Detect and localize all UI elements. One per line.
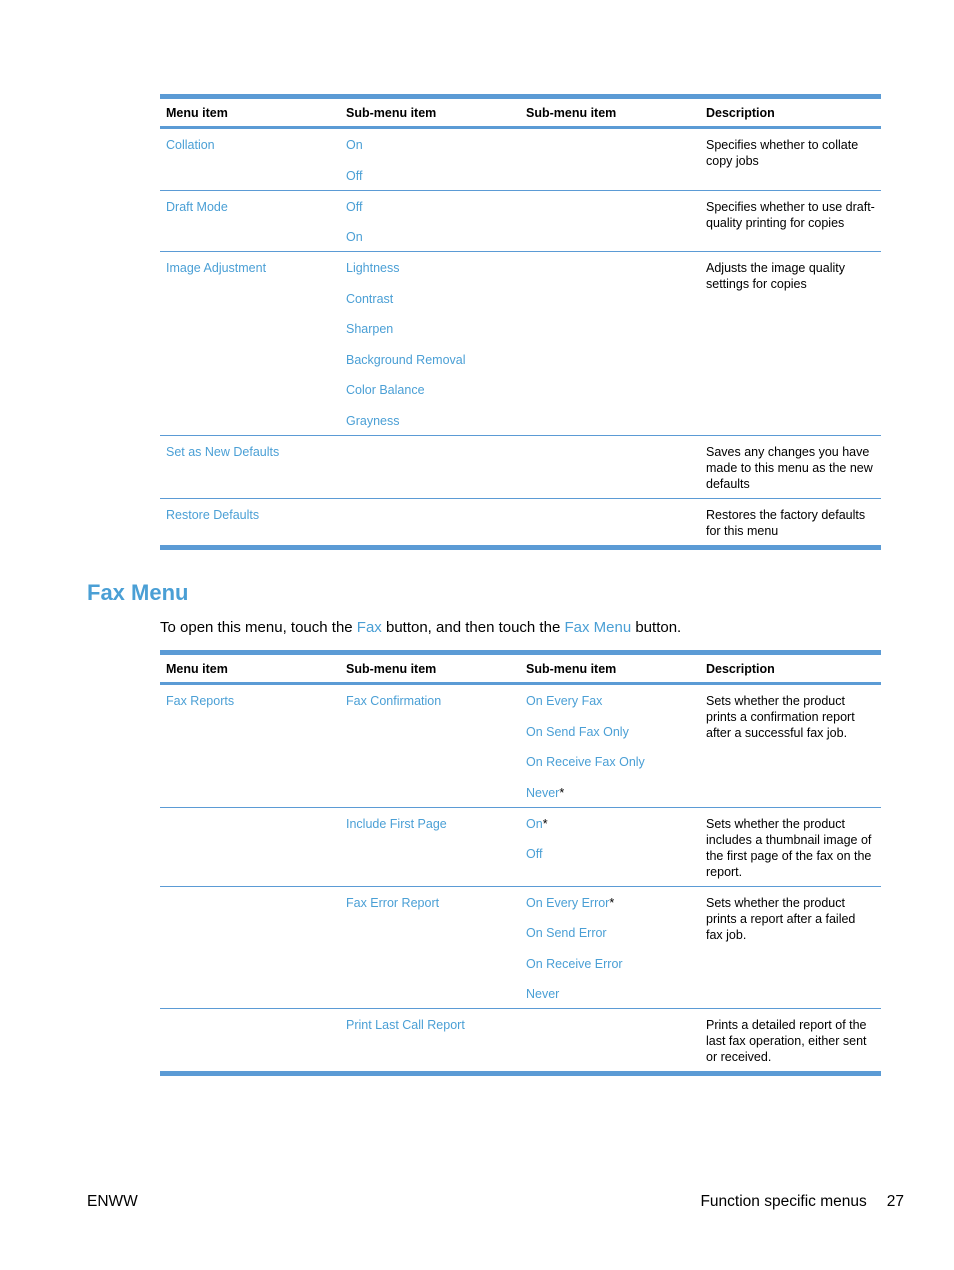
description-cell: Sets whether the product includes a thumbnail image of the first page of the fax on the report. bbox=[700, 807, 881, 886]
fax-menu-link[interactable]: Fax Menu bbox=[564, 619, 632, 636]
sub-menu-item-link[interactable]: Fax Confirmation bbox=[346, 694, 442, 708]
sub-menu-item-link[interactable]: Grayness bbox=[346, 413, 400, 428]
default-marker: * bbox=[542, 816, 548, 831]
sub-menu-item bbox=[526, 724, 694, 740]
sub-menu-item bbox=[346, 260, 514, 276]
sub-menu-item-link[interactable]: Off bbox=[526, 847, 543, 861]
page-number: 27 bbox=[886, 1193, 904, 1210]
menu-item-cell bbox=[160, 435, 340, 498]
sub-menu-item bbox=[526, 956, 694, 972]
header-sub-menu-item: Sub-menu item bbox=[520, 653, 700, 684]
menu-item-cell bbox=[160, 1009, 340, 1074]
menu-item-link[interactable]: Draft Mode bbox=[166, 199, 228, 214]
sub-menu-item-link[interactable]: Never bbox=[526, 987, 560, 1001]
description-cell: Specifies whether to collate copy jobs bbox=[700, 128, 881, 191]
menu-item-link[interactable]: Restore Defaults bbox=[166, 507, 260, 522]
header-menu-item: Menu item bbox=[160, 97, 340, 128]
sub-menu-cell bbox=[340, 498, 520, 547]
header-sub-menu-item: Sub-menu item bbox=[340, 653, 520, 684]
menu-item-link[interactable]: Set as New Defaults bbox=[166, 444, 280, 459]
sub-menu-item-link[interactable]: Never bbox=[526, 785, 560, 800]
sub-menu-item-link[interactable]: Lightness bbox=[346, 261, 400, 275]
menu-item-cell bbox=[160, 684, 340, 808]
sub-menu-cell bbox=[520, 252, 700, 436]
sub-menu-item-link[interactable]: On Receive Error bbox=[526, 956, 623, 971]
sub-menu-cell bbox=[520, 128, 700, 191]
sub-menu-item-link[interactable]: On Every Error bbox=[526, 895, 610, 910]
sub-menu-item-link[interactable]: On Every Fax bbox=[526, 694, 603, 708]
sub-menu-item bbox=[346, 291, 514, 307]
header-description: Description bbox=[700, 653, 881, 684]
sub-menu-item-link[interactable]: On bbox=[526, 816, 543, 831]
sub-menu-item bbox=[346, 816, 514, 832]
sub-menu-cell bbox=[520, 498, 700, 547]
sub-menu-cell bbox=[340, 128, 520, 191]
table-row bbox=[160, 498, 881, 547]
header-description: Description bbox=[700, 97, 881, 128]
sub-menu-item-link[interactable]: Print Last Call Report bbox=[346, 1018, 465, 1032]
header-menu-item: Menu item bbox=[160, 653, 340, 684]
table-row bbox=[160, 128, 881, 191]
sub-menu-item bbox=[526, 986, 694, 1002]
sub-menu-item-link[interactable]: Sharpen bbox=[346, 322, 394, 336]
table-row bbox=[160, 190, 881, 252]
description-cell: Prints a detailed report of the last fax operation, either sent or received. bbox=[700, 1009, 881, 1074]
description-cell: Sets whether the product prints a confirmation report after a successful fax job. bbox=[700, 684, 881, 808]
sub-menu-item-link[interactable]: Color Balance bbox=[346, 383, 425, 397]
description-cell: Restores the factory defaults for this menu bbox=[700, 498, 881, 547]
sub-menu-cell bbox=[340, 886, 520, 1009]
table-row bbox=[160, 807, 881, 886]
section-title: Fax Menu bbox=[87, 580, 189, 605]
default-marker: * bbox=[609, 895, 615, 910]
menu-item-link[interactable]: Collation bbox=[166, 138, 215, 152]
menu-item-link[interactable]: Image Adjustment bbox=[166, 261, 267, 275]
copy-menu-table bbox=[160, 94, 881, 550]
sub-menu-cell bbox=[520, 807, 700, 886]
footer-right bbox=[700, 1193, 904, 1211]
sub-menu-item bbox=[526, 754, 694, 770]
section-intro bbox=[160, 619, 681, 636]
sub-menu-item-link[interactable]: On Receive Fax Only bbox=[526, 755, 645, 769]
sub-menu-cell bbox=[520, 190, 700, 252]
sub-menu-item-link[interactable]: On bbox=[346, 230, 363, 244]
sub-menu-item-link[interactable]: Include First Page bbox=[346, 816, 447, 831]
sub-menu-item-link[interactable]: Off bbox=[346, 199, 363, 214]
sub-menu-cell bbox=[340, 435, 520, 498]
sub-menu-cell bbox=[520, 435, 700, 498]
sub-menu-item bbox=[526, 895, 694, 911]
sub-menu-item bbox=[526, 925, 694, 941]
sub-menu-cell bbox=[520, 1009, 700, 1074]
menu-item-cell bbox=[160, 190, 340, 252]
description-cell: Saves any changes you have made to this menu as the new defaults bbox=[700, 435, 881, 498]
footer-left: ENWW bbox=[87, 1193, 138, 1210]
menu-item-link[interactable]: Fax Reports bbox=[166, 694, 235, 708]
sub-menu-item bbox=[346, 895, 514, 911]
sub-menu-item-link[interactable]: Off bbox=[346, 168, 363, 183]
sub-menu-cell bbox=[340, 1009, 520, 1074]
sub-menu-item bbox=[346, 352, 514, 368]
table-row bbox=[160, 252, 881, 436]
sub-menu-item bbox=[346, 693, 514, 709]
default-marker: * bbox=[559, 785, 565, 800]
fax-link[interactable]: Fax bbox=[356, 619, 382, 636]
menu-item-cell bbox=[160, 252, 340, 436]
menu-item-cell bbox=[160, 886, 340, 1009]
sub-menu-cell bbox=[340, 252, 520, 436]
sub-menu-item-link[interactable]: Background Removal bbox=[346, 352, 466, 367]
sub-menu-item bbox=[346, 168, 514, 184]
sub-menu-cell bbox=[520, 684, 700, 808]
menu-item-cell bbox=[160, 498, 340, 547]
intro-text: To open this menu, touch the bbox=[160, 619, 357, 636]
description-cell: Adjusts the image quality settings for copies bbox=[700, 252, 881, 436]
description-cell: Specifies whether to use draft-quality printing for copies bbox=[700, 190, 881, 252]
table-row bbox=[160, 886, 881, 1009]
sub-menu-item bbox=[526, 785, 694, 801]
table-row bbox=[160, 684, 881, 808]
sub-menu-cell bbox=[520, 886, 700, 1009]
sub-menu-item-link[interactable]: Fax Error Report bbox=[346, 895, 440, 910]
sub-menu-item bbox=[346, 137, 514, 153]
footer-section-title: Function specific menus bbox=[700, 1193, 867, 1210]
sub-menu-item bbox=[346, 1017, 514, 1033]
sub-menu-cell bbox=[340, 190, 520, 252]
intro-text: button. bbox=[631, 619, 682, 636]
sub-menu-item bbox=[526, 693, 694, 709]
sub-menu-item bbox=[346, 413, 514, 429]
table-header-row bbox=[160, 653, 881, 684]
header-sub-menu-item: Sub-menu item bbox=[520, 97, 700, 128]
sub-menu-cell bbox=[340, 807, 520, 886]
menu-item-cell bbox=[160, 128, 340, 191]
sub-menu-item-link[interactable]: Contrast bbox=[346, 291, 394, 306]
sub-menu-item bbox=[346, 229, 514, 245]
table-row bbox=[160, 435, 881, 498]
menu-item-cell bbox=[160, 807, 340, 886]
table-header-row bbox=[160, 97, 881, 128]
sub-menu-item bbox=[346, 199, 514, 215]
sub-menu-cell bbox=[340, 684, 520, 808]
fax-menu-table bbox=[160, 650, 881, 1076]
header-sub-menu-item: Sub-menu item bbox=[340, 97, 520, 128]
description-cell: Sets whether the product prints a report after a failed fax job. bbox=[700, 886, 881, 1009]
table-row bbox=[160, 1009, 881, 1074]
sub-menu-item bbox=[346, 382, 514, 398]
sub-menu-item-link[interactable]: On bbox=[346, 138, 363, 152]
intro-text: button, and then touch the bbox=[381, 619, 565, 636]
sub-menu-item bbox=[346, 321, 514, 337]
sub-menu-item bbox=[526, 816, 694, 832]
sub-menu-item-link[interactable]: On Send Error bbox=[526, 926, 607, 940]
sub-menu-item-link[interactable]: On Send Fax Only bbox=[526, 724, 629, 739]
sub-menu-item bbox=[526, 846, 694, 862]
